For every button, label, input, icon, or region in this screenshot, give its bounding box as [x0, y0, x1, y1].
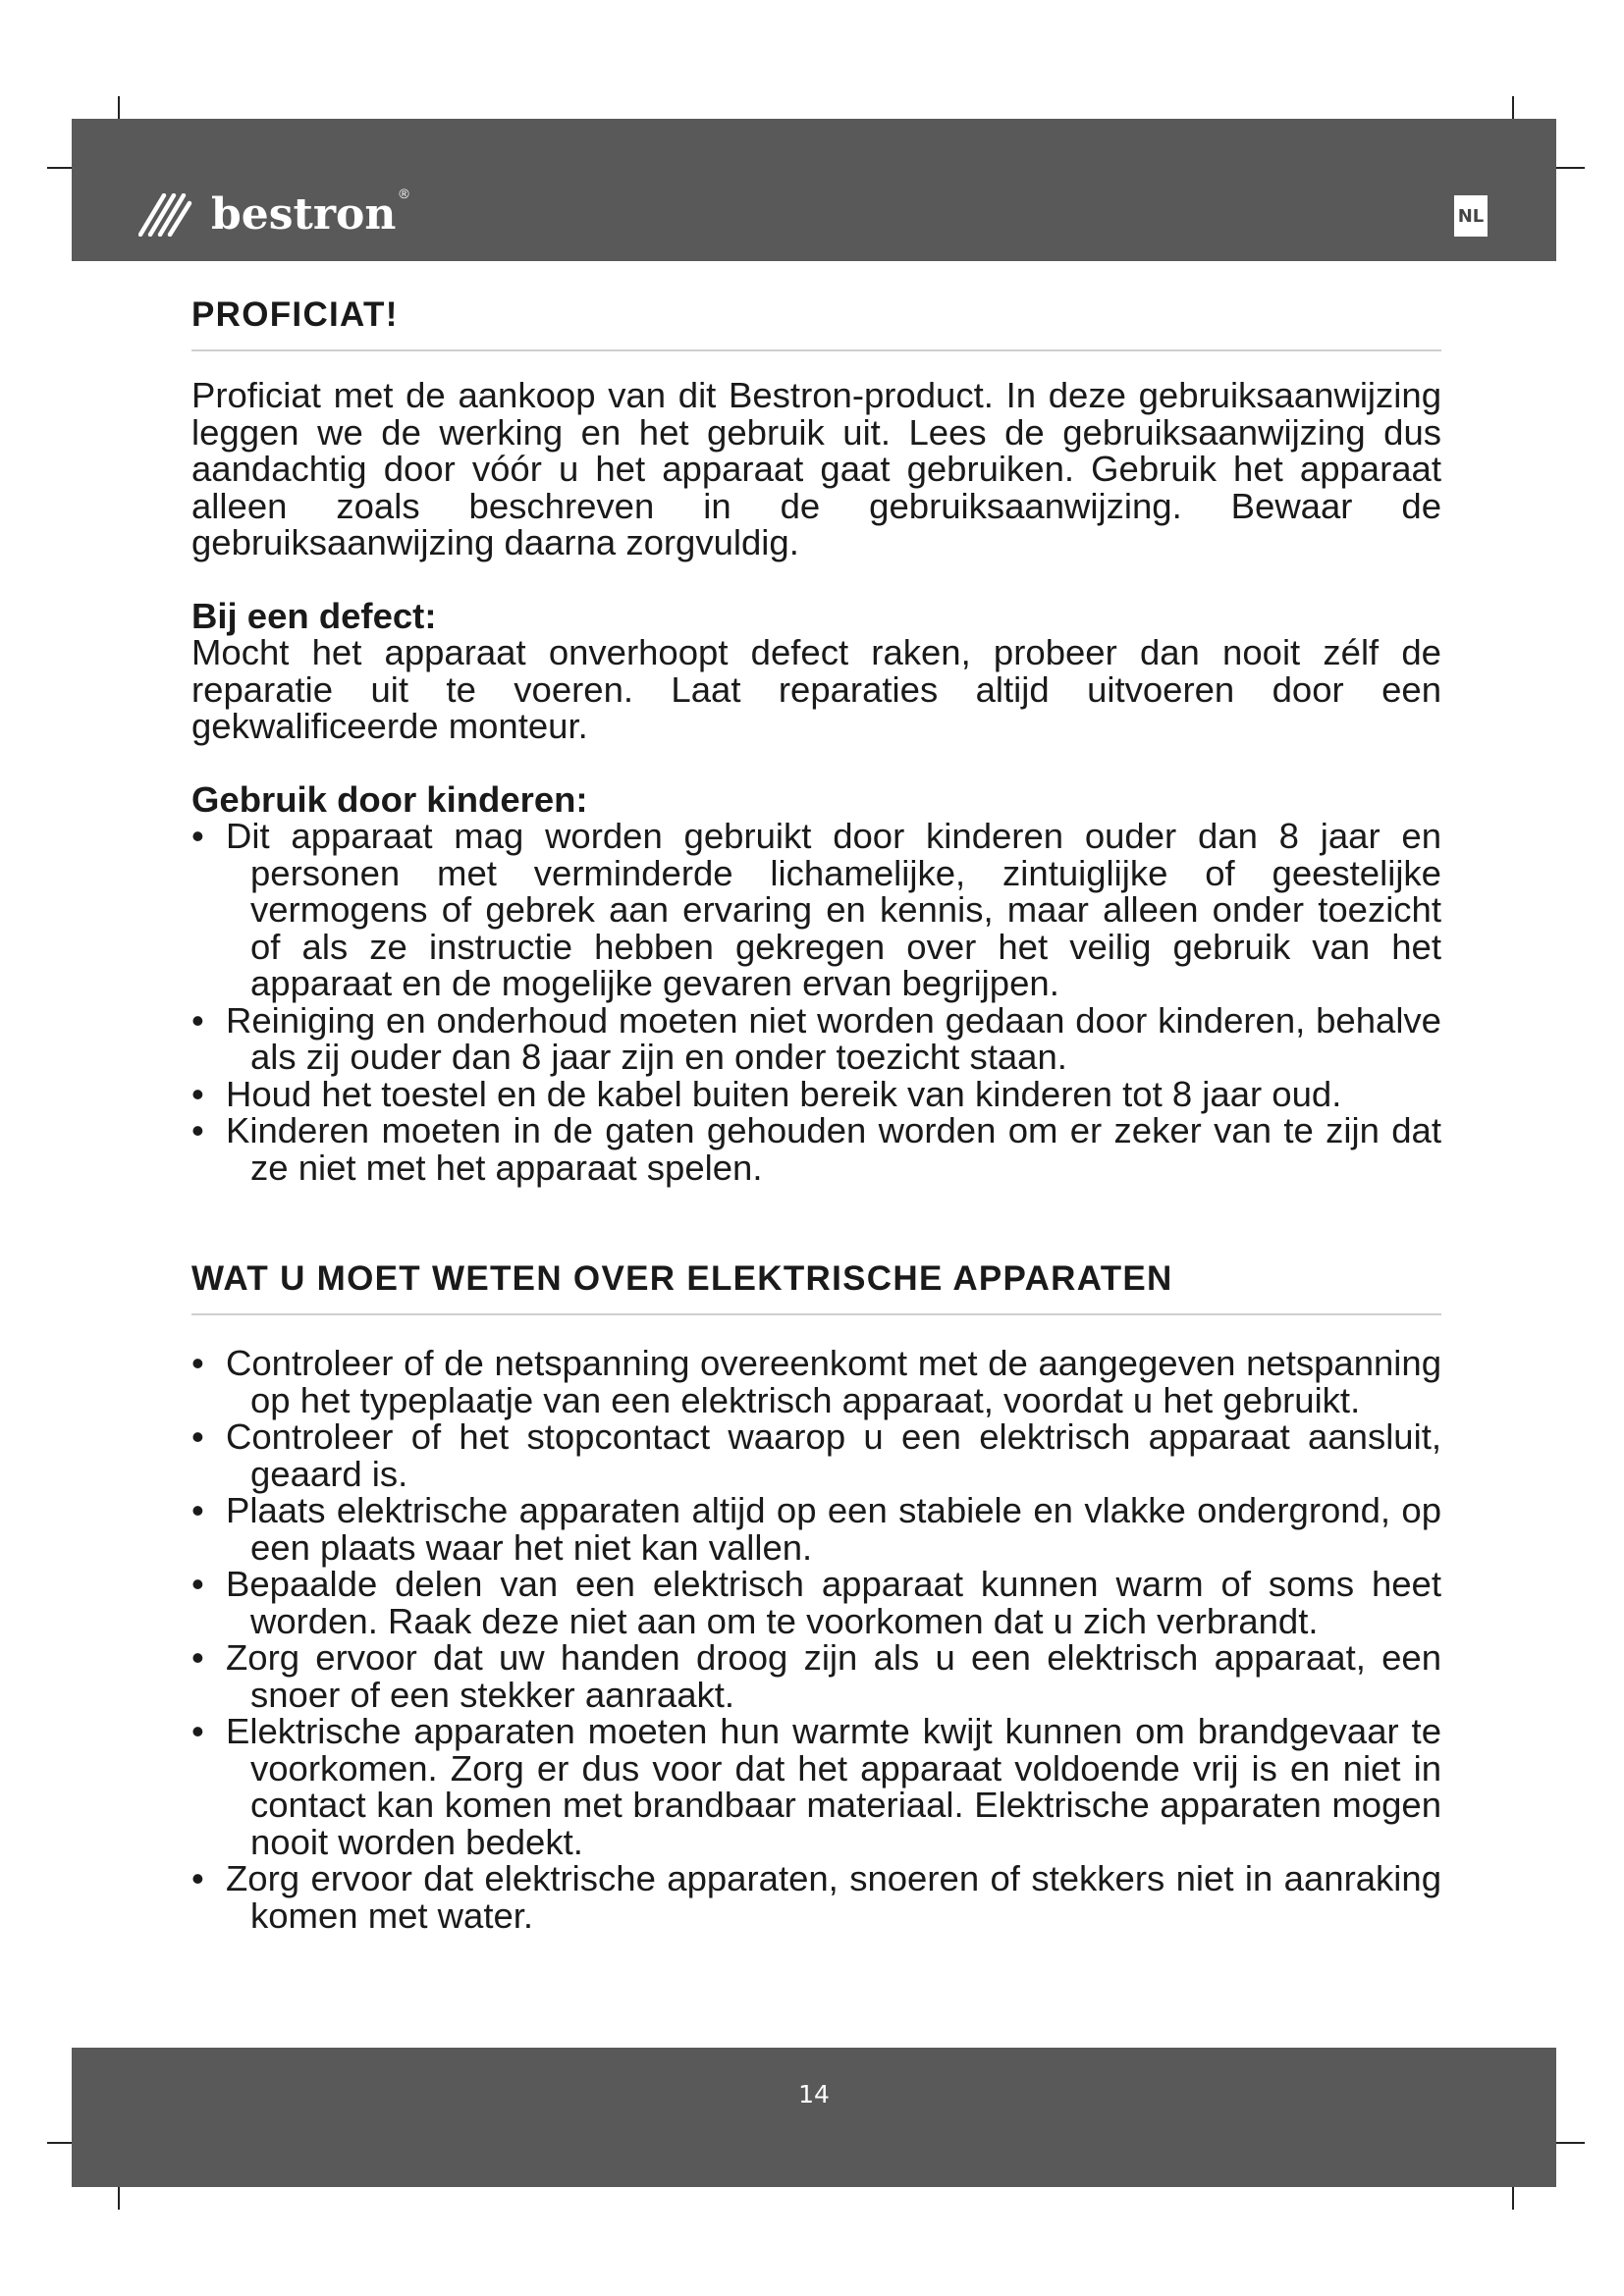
electrical-list [191, 1345, 1441, 1934]
children-list [191, 818, 1441, 1186]
list-item: • Elektrische apparaten moeten hun warmte kwijt kunnen om brandgevaar te voorkomen. Zorg er dus voor dat het apparaat voldoende vrij is en niet in contact kan komen met brandbaar materiaal. Elektrische apparaten mogen nooit worden bedekt. [191, 1713, 1441, 1860]
list-item: • Zorg ervoor dat uw handen droog zijn als u een elektrisch apparaat, een snoer of een stekker aanraakt. [191, 1639, 1441, 1713]
brand-name: bestron [211, 189, 397, 240]
list-item: • Controleer of het stopcontact waarop u een elektrisch apparaat aansluit, geaard is. [191, 1418, 1441, 1492]
children-heading: Gebruik door kinderen: [191, 778, 588, 820]
defect-heading: Bij een defect: [191, 595, 437, 636]
page-content [191, 294, 1441, 1934]
page-number: 14 [798, 2080, 830, 2109]
list-item: • Bepaalde delen van een elektrisch apparaat kunnen warm of soms heet worden. Raak deze niet aan om te voorkomen dat u zich verbrandt. [191, 1566, 1441, 1639]
list-item: • Dit apparaat mag worden gebruikt door kinderen ouder dan 8 jaar en personen met verminderde lichamelijke, zintuiglijke of geestelijke vermogens of gebrek aan ervaring en kennis, maar alleen onder toezicht of als ze instructie hebben gekregen over het veilig gebruik van het apparaat en de mogelijke gevaren ervan begrijpen. [191, 818, 1441, 1002]
list-item: • Zorg ervoor dat elektrische apparaten, snoeren of stekkers niet in aanraking komen met water. [191, 1860, 1441, 1934]
list-item: • Plaats elektrische apparaten altijd op een stabiele en vlakke ondergrond, op een plaats waar het niet kan vallen. [191, 1492, 1441, 1566]
registered-mark: ® [399, 186, 409, 201]
defect-paragraph: Mocht het apparaat onverhoopt defect raken, probeer dan nooit zélf de reparatie uit te voeren. Laat reparaties altijd uitvoeren door een gekwalificeerde monteur. [191, 632, 1441, 746]
list-item: • Reiniging en onderhoud moeten niet worden gedaan door kinderen, behalve als zij ouder dan 8 jaar zijn en onder toezicht staan. [191, 1002, 1441, 1076]
chevrons-icon [138, 193, 199, 237]
section-title: PROFICIAT! [191, 294, 1441, 351]
language-badge: NL [1454, 195, 1488, 237]
footer-band [72, 2048, 1556, 2187]
list-item: • Kinderen moeten in de gaten gehouden worden om er zeker van te zijn dat ze niet met het apparaat spelen. [191, 1112, 1441, 1186]
header-band [72, 119, 1556, 261]
list-item: • Houd het toestel en de kabel buiten bereik van kinderen tot 8 jaar oud. [191, 1076, 1441, 1113]
section-title: WAT U MOET WETEN OVER ELEKTRISCHE APPARATEN [191, 1258, 1441, 1315]
section-electrical [191, 1258, 1441, 1934]
intro-paragraph: Proficiat met de aankoop van dit Bestron-product. In deze gebruiksaanwijzing leggen we de werking en het gebruik uit. Lees de gebruiksaanwijzing dus aandachtig door vóór u het apparaat gaat gebruiken. Gebruik het apparaat alleen zoals beschreven in de gebruiksaanwijzing. Bewaar de gebruiksaanwijzing daarna zorgvuldig. [191, 375, 1441, 562]
brand-logo [138, 186, 409, 240]
list-item: • Controleer of de netspanning overeenkomt met de aangegeven netspanning op het typeplaatje van een elektrisch apparaat, voordat u het gebruikt. [191, 1345, 1441, 1418]
section-congratulations [191, 294, 1441, 1186]
